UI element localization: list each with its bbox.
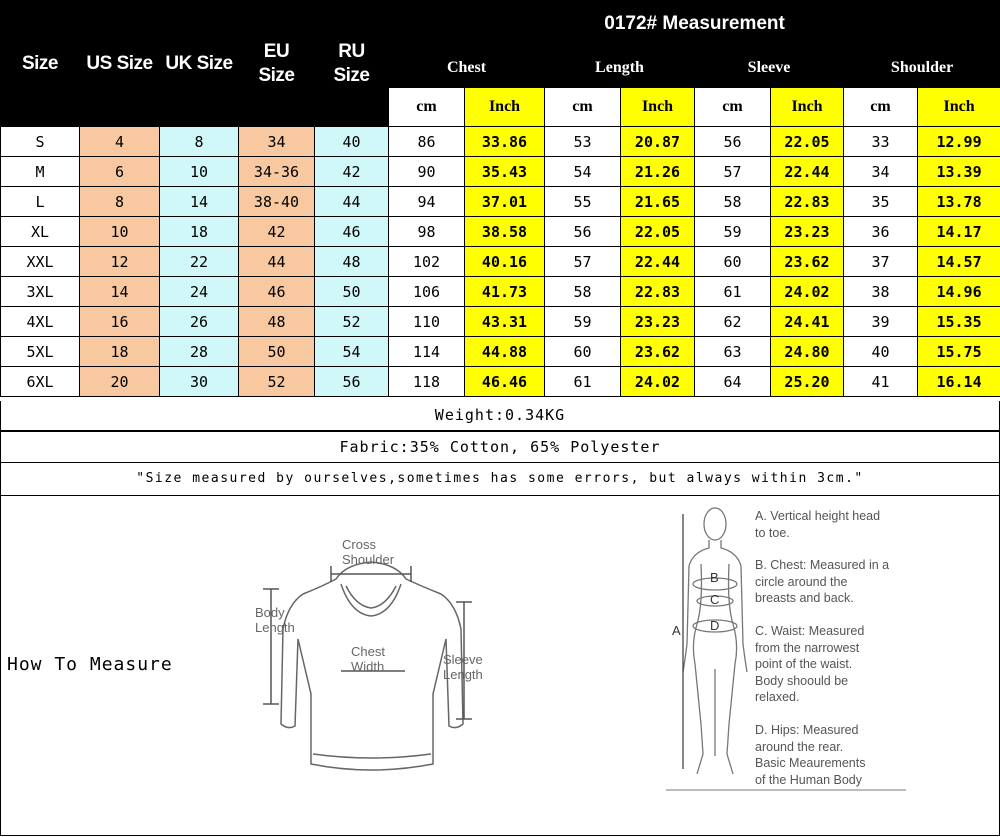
cell-shoulder-cm: 34 bbox=[844, 157, 918, 187]
cell-eu: 44 bbox=[239, 247, 315, 277]
size-note: "Size measured by ourselves,sometimes has some errors, but always within 3cm." bbox=[0, 462, 1000, 496]
cell-size: 4XL bbox=[1, 307, 80, 337]
cell-shoulder-cm: 41 bbox=[844, 367, 918, 397]
cell-sleeve-in: 22.05 bbox=[771, 127, 844, 157]
cell-length-in: 22.44 bbox=[621, 247, 695, 277]
cell-chest-cm: 90 bbox=[389, 157, 465, 187]
cell-us: 12 bbox=[80, 247, 160, 277]
cell-length-cm: 59 bbox=[545, 307, 621, 337]
cell-sleeve-in: 25.20 bbox=[771, 367, 844, 397]
cell-uk: 28 bbox=[160, 337, 239, 367]
cell-eu: 42 bbox=[239, 217, 315, 247]
cell-shoulder-cm: 40 bbox=[844, 337, 918, 367]
cell-length-cm: 55 bbox=[545, 187, 621, 217]
cell-shoulder-cm: 33 bbox=[844, 127, 918, 157]
cell-sleeve-in: 22.44 bbox=[771, 157, 844, 187]
unit-cm: cm bbox=[844, 88, 918, 127]
cell-length-in: 21.65 bbox=[621, 187, 695, 217]
cell-us: 8 bbox=[80, 187, 160, 217]
unit-cm: cm bbox=[545, 88, 621, 127]
cell-sleeve-in: 22.83 bbox=[771, 187, 844, 217]
body-point-c: C bbox=[710, 592, 720, 607]
cell-us: 16 bbox=[80, 307, 160, 337]
cell-sleeve-cm: 59 bbox=[695, 217, 771, 247]
cell-sleeve-in: 24.02 bbox=[771, 277, 844, 307]
cell-uk: 10 bbox=[160, 157, 239, 187]
header-us-size: US Size bbox=[80, 1, 160, 127]
cell-sleeve-cm: 60 bbox=[695, 247, 771, 277]
table-row bbox=[1, 127, 1000, 157]
cell-length-cm: 56 bbox=[545, 217, 621, 247]
cell-eu: 48 bbox=[239, 307, 315, 337]
cell-ru: 56 bbox=[315, 367, 389, 397]
header-eu-size: EU Size bbox=[239, 1, 315, 127]
cell-size: 6XL bbox=[1, 367, 80, 397]
body-length-label: Body Length bbox=[255, 605, 295, 635]
cell-sleeve-in: 24.80 bbox=[771, 337, 844, 367]
header-ru-size: RU Size bbox=[315, 1, 389, 127]
cell-eu: 38-40 bbox=[239, 187, 315, 217]
table-row bbox=[1, 307, 1000, 337]
cell-chest-cm: 102 bbox=[389, 247, 465, 277]
cell-us: 6 bbox=[80, 157, 160, 187]
size-table bbox=[0, 0, 1000, 397]
cell-uk: 24 bbox=[160, 277, 239, 307]
cell-shoulder-in: 14.17 bbox=[918, 217, 1000, 247]
cell-us: 20 bbox=[80, 367, 160, 397]
cell-size: 3XL bbox=[1, 277, 80, 307]
table-row bbox=[1, 217, 1000, 247]
cell-shoulder-cm: 37 bbox=[844, 247, 918, 277]
cell-chest-in: 33.86 bbox=[465, 127, 545, 157]
table-row bbox=[1, 277, 1000, 307]
cell-shoulder-cm: 38 bbox=[844, 277, 918, 307]
cell-sleeve-cm: 61 bbox=[695, 277, 771, 307]
cell-eu: 50 bbox=[239, 337, 315, 367]
cell-shoulder-in: 16.14 bbox=[918, 367, 1000, 397]
header-sleeve: Sleeve bbox=[695, 48, 844, 88]
cell-sleeve-cm: 63 bbox=[695, 337, 771, 367]
cell-eu: 52 bbox=[239, 367, 315, 397]
cell-shoulder-in: 13.39 bbox=[918, 157, 1000, 187]
cell-sleeve-cm: 58 bbox=[695, 187, 771, 217]
cell-shoulder-cm: 36 bbox=[844, 217, 918, 247]
unit-inch: Inch bbox=[771, 88, 844, 127]
header-uk-size: UK Size bbox=[160, 1, 239, 127]
cell-size: L bbox=[1, 187, 80, 217]
table-row bbox=[1, 367, 1000, 397]
body-point-a: A bbox=[672, 623, 681, 638]
cell-length-in: 23.62 bbox=[621, 337, 695, 367]
table-row bbox=[1, 247, 1000, 277]
cell-shoulder-in: 13.78 bbox=[918, 187, 1000, 217]
cell-chest-cm: 94 bbox=[389, 187, 465, 217]
cell-shoulder-in: 14.96 bbox=[918, 277, 1000, 307]
unit-inch: Inch bbox=[621, 88, 695, 127]
cell-ru: 46 bbox=[315, 217, 389, 247]
cell-shoulder-in: 14.57 bbox=[918, 247, 1000, 277]
cell-shoulder-in: 12.99 bbox=[918, 127, 1000, 157]
cell-sleeve-cm: 64 bbox=[695, 367, 771, 397]
cell-length-cm: 57 bbox=[545, 247, 621, 277]
note-d: D. Hips: Measured around the rear. Basic Meaurements of the Human Body bbox=[755, 723, 866, 787]
cell-ru: 50 bbox=[315, 277, 389, 307]
cell-size: M bbox=[1, 157, 80, 187]
cell-uk: 18 bbox=[160, 217, 239, 247]
cell-length-in: 20.87 bbox=[621, 127, 695, 157]
cell-chest-cm: 114 bbox=[389, 337, 465, 367]
cell-shoulder-in: 15.35 bbox=[918, 307, 1000, 337]
cell-size: 5XL bbox=[1, 337, 80, 367]
cell-chest-in: 41.73 bbox=[465, 277, 545, 307]
cell-length-cm: 60 bbox=[545, 337, 621, 367]
cell-uk: 22 bbox=[160, 247, 239, 277]
cell-sleeve-in: 23.23 bbox=[771, 217, 844, 247]
cell-sleeve-cm: 56 bbox=[695, 127, 771, 157]
body-point-d: D bbox=[710, 618, 720, 633]
table-row bbox=[1, 337, 1000, 367]
cell-shoulder-cm: 39 bbox=[844, 307, 918, 337]
cell-length-in: 23.23 bbox=[621, 307, 695, 337]
table-row bbox=[1, 187, 1000, 217]
fabric-info: Fabric:35% Cotton, 65% Polyester bbox=[0, 431, 1000, 463]
header-shoulder: Shoulder bbox=[844, 48, 1000, 88]
cell-us: 14 bbox=[80, 277, 160, 307]
shirt-arrows bbox=[263, 566, 472, 719]
cross-shoulder-label: Cross Shoulder bbox=[342, 537, 395, 567]
cell-size: XL bbox=[1, 217, 80, 247]
cell-uk: 8 bbox=[160, 127, 239, 157]
cell-length-in: 21.26 bbox=[621, 157, 695, 187]
cell-ru: 44 bbox=[315, 187, 389, 217]
cell-chest-cm: 98 bbox=[389, 217, 465, 247]
cell-chest-cm: 118 bbox=[389, 367, 465, 397]
cell-us: 10 bbox=[80, 217, 160, 247]
how-to-measure-section bbox=[0, 494, 1000, 836]
body-point-b: B bbox=[710, 570, 719, 585]
cell-sleeve-in: 23.62 bbox=[771, 247, 844, 277]
sleeve-length-label: Sleeve Length bbox=[443, 652, 483, 682]
unit-inch: Inch bbox=[465, 88, 545, 127]
note-b: B. Chest: Measured in a circle around the breasts and back. bbox=[755, 558, 890, 605]
cell-length-cm: 58 bbox=[545, 277, 621, 307]
cell-sleeve-in: 24.41 bbox=[771, 307, 844, 337]
cell-ru: 54 bbox=[315, 337, 389, 367]
chest-width-label: Chest Width bbox=[351, 644, 385, 674]
cell-chest-in: 35.43 bbox=[465, 157, 545, 187]
note-c: C. Waist: Measured from the narrowest point of the waist. Body shoould be relaxed. bbox=[755, 624, 865, 704]
cell-uk: 26 bbox=[160, 307, 239, 337]
cell-us: 18 bbox=[80, 337, 160, 367]
cell-chest-in: 40.16 bbox=[465, 247, 545, 277]
weight-info: Weight:0.34KG bbox=[0, 401, 1000, 431]
cell-eu: 46 bbox=[239, 277, 315, 307]
header-length: Length bbox=[545, 48, 695, 88]
cell-ru: 40 bbox=[315, 127, 389, 157]
cell-eu: 34-36 bbox=[239, 157, 315, 187]
cell-shoulder-in: 15.75 bbox=[918, 337, 1000, 367]
cell-chest-in: 38.58 bbox=[465, 217, 545, 247]
header-size: Size bbox=[1, 1, 80, 127]
cell-sleeve-cm: 62 bbox=[695, 307, 771, 337]
cell-ru: 48 bbox=[315, 247, 389, 277]
cell-size: XXL bbox=[1, 247, 80, 277]
cell-length-cm: 54 bbox=[545, 157, 621, 187]
cell-chest-in: 43.31 bbox=[465, 307, 545, 337]
body-diagram bbox=[683, 508, 747, 774]
cell-ru: 42 bbox=[315, 157, 389, 187]
cell-length-cm: 61 bbox=[545, 367, 621, 397]
cell-chest-in: 37.01 bbox=[465, 187, 545, 217]
cell-length-cm: 53 bbox=[545, 127, 621, 157]
how-to-measure-title: How To Measure bbox=[7, 654, 173, 675]
cell-uk: 14 bbox=[160, 187, 239, 217]
cell-chest-cm: 86 bbox=[389, 127, 465, 157]
cell-chest-cm: 110 bbox=[389, 307, 465, 337]
cell-sleeve-cm: 57 bbox=[695, 157, 771, 187]
cell-length-in: 22.83 bbox=[621, 277, 695, 307]
table-row bbox=[1, 157, 1000, 187]
header-chest: Chest bbox=[389, 48, 545, 88]
unit-cm: cm bbox=[695, 88, 771, 127]
cell-length-in: 24.02 bbox=[621, 367, 695, 397]
cell-length-in: 22.05 bbox=[621, 217, 695, 247]
cell-uk: 30 bbox=[160, 367, 239, 397]
cell-chest-in: 46.46 bbox=[465, 367, 545, 397]
measurement-title: 0172# Measurement bbox=[389, 1, 1000, 48]
unit-inch: Inch bbox=[918, 88, 1000, 127]
cell-chest-cm: 106 bbox=[389, 277, 465, 307]
cell-chest-in: 44.88 bbox=[465, 337, 545, 367]
cell-size: S bbox=[1, 127, 80, 157]
cell-us: 4 bbox=[80, 127, 160, 157]
note-a: A. Vertical height head to toe. bbox=[755, 509, 881, 540]
cell-ru: 52 bbox=[315, 307, 389, 337]
cell-shoulder-cm: 35 bbox=[844, 187, 918, 217]
cell-eu: 34 bbox=[239, 127, 315, 157]
unit-cm: cm bbox=[389, 88, 465, 127]
